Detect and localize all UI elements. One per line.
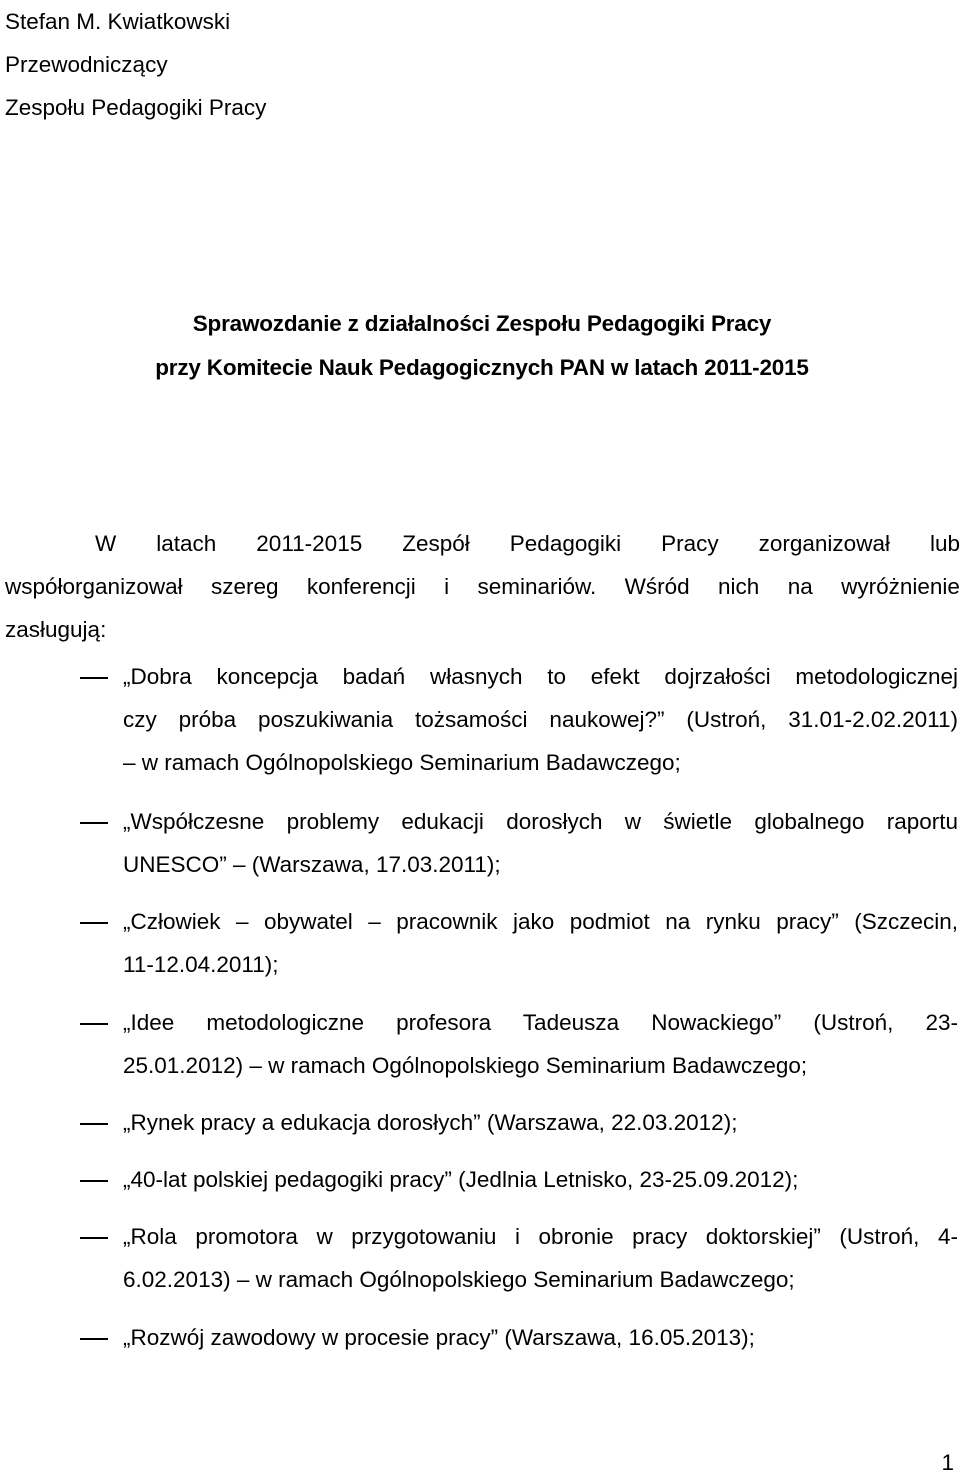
- dash-bullet-icon: [80, 1180, 108, 1182]
- author-role: Przewodniczący: [5, 52, 168, 77]
- author-block: [5, 0, 266, 129]
- dash-bullet-icon: [80, 922, 108, 924]
- intro-word: Pracy: [661, 531, 719, 556]
- intro-word: nich: [718, 574, 760, 599]
- dash-bullet-icon: [80, 1237, 108, 1239]
- author-name: Stefan M. Kwiatkowski: [5, 9, 231, 34]
- intro-word: szereg: [210, 574, 279, 599]
- list-item-line: „Dobra koncepcja badań własnych to efekt dojrzałości metodologicznej: [123, 664, 958, 689]
- report-title: [0, 302, 960, 390]
- dash-bullet-icon: [80, 1338, 108, 1340]
- report-title-line-1: Sprawozdanie z działalności Zespołu Pedagogiki Pracy: [192, 311, 772, 336]
- intro-word: W: [95, 531, 117, 556]
- author-unit: Zespołu Pedagogiki Pracy: [5, 95, 267, 120]
- list-item-line: „Człowiek – obywatel – pracownik jako podmiot na rynku pracy” (Szczecin,: [123, 909, 958, 934]
- intro-word: seminariów.: [477, 574, 597, 599]
- intro-word: współorganizował: [5, 574, 183, 599]
- intro-word: Zespół: [402, 531, 470, 556]
- list-item-line: 25.01.2012) – w ramach Ogólnopolskiego Seminarium Badawczego;: [123, 1053, 808, 1078]
- intro-word: Pedagogiki: [509, 531, 622, 556]
- dash-bullet-icon: [80, 1123, 108, 1125]
- list-item-line: „Idee metodologiczne profesora Tadeusza Nowackiego” (Ustroń, 23-: [123, 1010, 958, 1035]
- intro-word: zorganizował: [758, 531, 890, 556]
- intro-line-1: [5, 522, 960, 565]
- intro-word: lub: [929, 531, 960, 556]
- page-number: 1: [941, 1450, 954, 1475]
- list-item-line: czy próba poszukiwania tożsamości naukowej?” (Ustroń, 31.01-2.02.2011): [123, 707, 958, 732]
- list-item-line: UNESCO” – (Warszawa, 17.03.2011);: [123, 852, 501, 877]
- intro-word: Wśród: [624, 574, 690, 599]
- intro-word: 2011-2015: [256, 531, 363, 556]
- intro-word: konferencji: [306, 574, 416, 599]
- list-item-line: 11-12.04.2011);: [123, 952, 279, 977]
- dash-bullet-icon: [80, 677, 108, 679]
- intro-word: wyróżnienie: [841, 574, 960, 599]
- intro-paragraph: [5, 522, 960, 651]
- intro-word: latach: [156, 531, 217, 556]
- list-item-line: „Rozwój zawodowy w procesie pracy” (Warszawa, 16.05.2013);: [123, 1325, 755, 1350]
- list-item-line: „Rynek pracy a edukacja dorosłych” (Warszawa, 22.03.2012);: [123, 1110, 738, 1135]
- report-title-line-2: przy Komitecie Nauk Pedagogicznych PAN w latach 2011-2015: [155, 355, 809, 380]
- dash-bullet-icon: [80, 822, 108, 824]
- list-item-line: „Rola promotora w przygotowaniu i obronie pracy doktorskiej” (Ustroń, 4-: [123, 1224, 958, 1249]
- list-item-line: „Współczesne problemy edukacji dorosłych w świetle globalnego raportu: [123, 809, 958, 834]
- intro-word: na: [787, 574, 813, 599]
- intro-line-2: [5, 565, 960, 608]
- intro-word: i: [444, 574, 450, 599]
- intro-line-3: zasługują:: [5, 617, 107, 642]
- list-item-line: „40-lat polskiej pedagogiki pracy” (Jedlnia Letnisko, 23-25.09.2012);: [123, 1167, 799, 1192]
- list-item-line: 6.02.2013) – w ramach Ogólnopolskiego Seminarium Badawczego;: [123, 1267, 795, 1292]
- list-item-line: – w ramach Ogólnopolskiego Seminarium Badawczego;: [123, 750, 681, 775]
- dash-bullet-icon: [80, 1023, 108, 1025]
